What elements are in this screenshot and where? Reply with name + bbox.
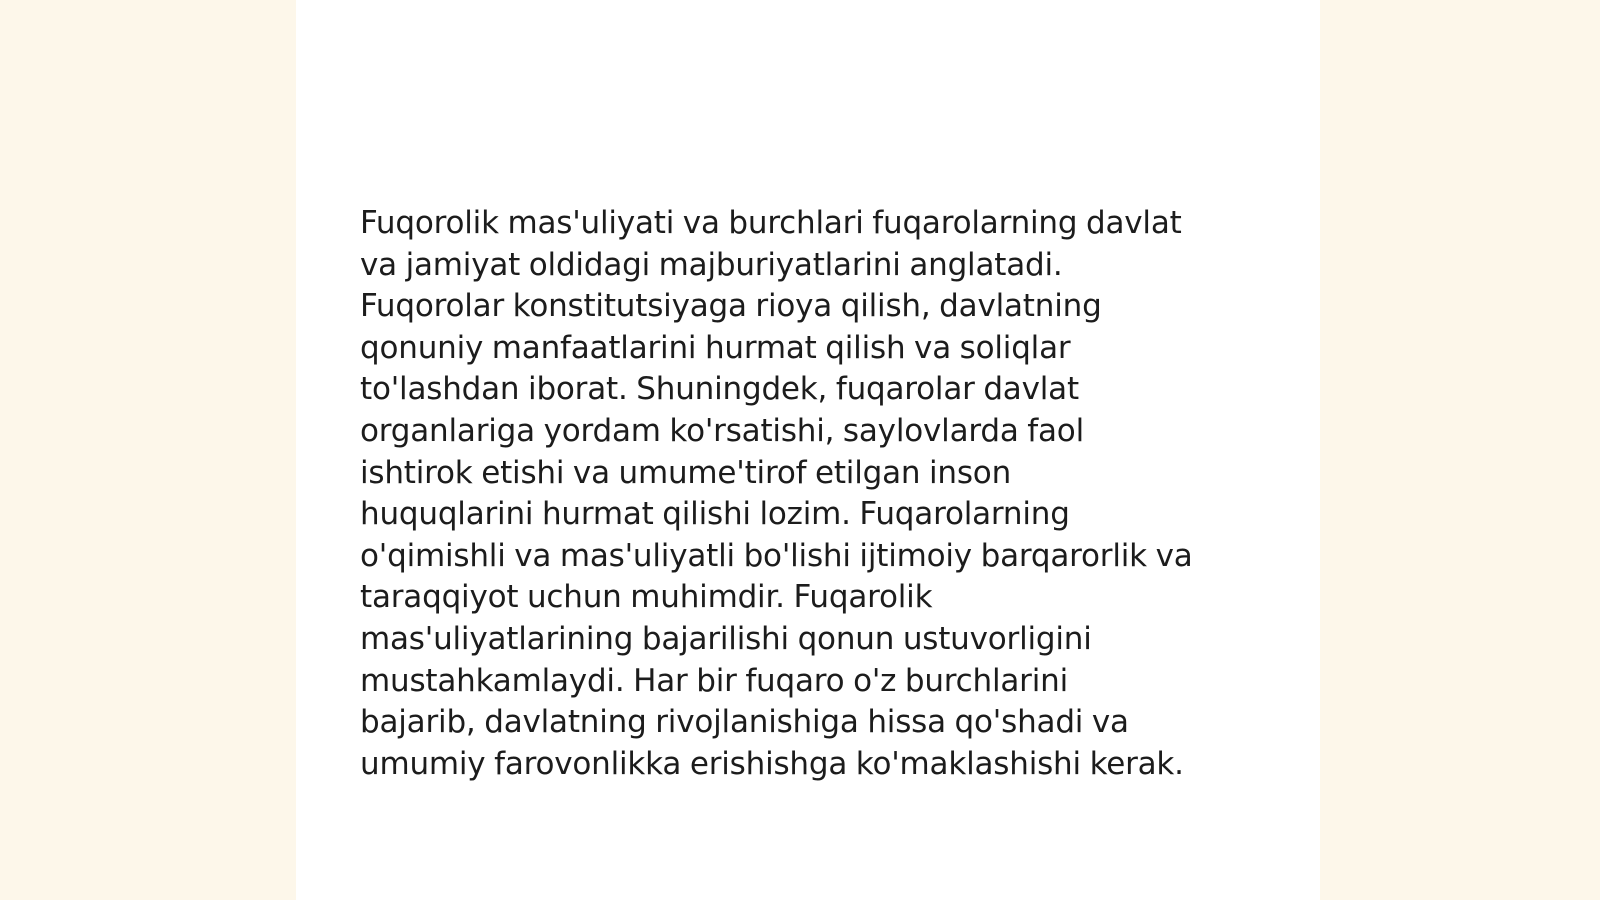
paragraph-line: o'qimishli va mas'uliyatli bo'lishi ijtimoiy barqarorlik va [360, 537, 1193, 574]
paragraph-line: ishtirok etishi va umume'tirof etilgan inson [360, 454, 1012, 491]
document-page [296, 0, 1320, 900]
right-margin [1320, 0, 1600, 900]
paragraph-line: qonuniy manfaatlarini hurmat qilish va soliqlar [360, 329, 1071, 366]
paragraph-line: mas'uliyatlarining bajarilishi qonun ustuvorligini [360, 620, 1092, 657]
left-margin [0, 0, 296, 900]
paragraph-line: taraqqiyot uchun muhimdir. Fuqarolik [360, 579, 933, 616]
paragraph-line: to'lashdan iborat. Shuningdek, fuqarolar davlat [360, 371, 1079, 408]
body-paragraph [360, 203, 1265, 785]
paragraph-line: umumiy farovonlikka erishishga ko'maklashishi kerak. [360, 745, 1184, 782]
paragraph-line: mustahkamlaydi. Har bir fuqaro o'z burchlarini [360, 662, 1068, 699]
paragraph-line: bajarib, davlatning rivojlanishiga hissa qo'shadi va [360, 704, 1129, 741]
paragraph-line: Fuqorolik mas'uliyati va burchlari fuqarolarning davlat [360, 205, 1182, 241]
paragraph-line: huquqlarini hurmat qilishi lozim. Fuqarolarning [360, 496, 1070, 533]
paragraph-line: Fuqorolar konstitutsiyaga rioya qilish, davlatning [360, 288, 1102, 325]
paragraph-line: organlariga yordam ko'rsatishi, saylovlarda faol [360, 412, 1084, 449]
paragraph-line: va jamiyat oldidagi majburiyatlarini anglatadi. [360, 246, 1063, 283]
